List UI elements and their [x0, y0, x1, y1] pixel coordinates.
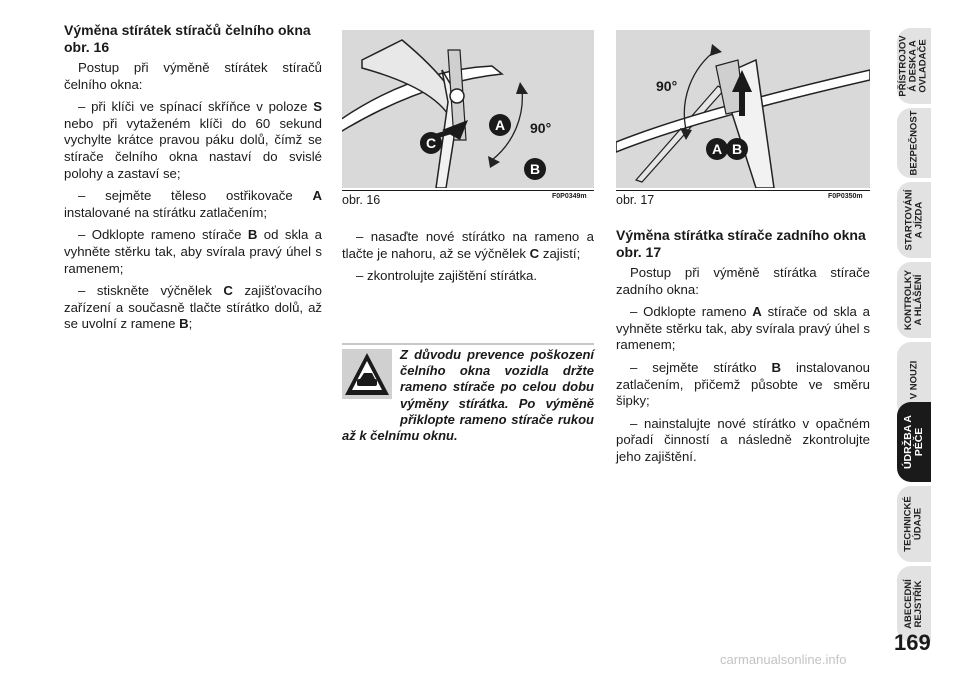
step-rear-1: – Odklopte rameno A stírače od skla a vyhněte stěrku tak, aby svírala pravý úhel s ramenem; [616, 304, 870, 353]
label-c-badge: C [420, 132, 442, 154]
page-number: 169 [894, 630, 931, 655]
step-front-2: – sejměte těleso ostřikovače A instalované na stírátku zatlačením; [64, 188, 322, 220]
step-front-3: – Odklopte rameno stírače B od skla a vyhněte stěrku tak, aby svírala pravý úhel s ramenem; [64, 227, 323, 276]
left-column [64, 22, 322, 339]
tab-bezpecnost[interactable]: BEZPEČNOST [897, 108, 931, 178]
step-rear-3: – nainstalujte nové stírátko v opačném pořadí činností a následně zkontrolujte jeho zajištění. [616, 415, 870, 464]
figure-16-code: F0P0349m [552, 193, 587, 200]
label-a-badge: A [489, 114, 511, 136]
step-rear-2: – sejměte stírátko B instalovanou zatlačením, přičemž působte ve směru šipky; [616, 359, 870, 409]
section-heading-front: Výměna stírátek stíračů čelního okna obr. 16 [64, 22, 311, 55]
wiper-blade-rear-drawing [616, 30, 870, 188]
step-front-5: – nasaďte nové stírátko na rameno a tlačte je nahoru, až se výčnělek C zajistí; [342, 229, 594, 261]
tab-udrzba-active[interactable]: ÚDRŽBA A PÉČE [897, 402, 931, 482]
angle-label: 90° [530, 120, 552, 136]
warning-text: Z důvodu prevence poškození čelního okna vozidla držte rameno stírače po celou dobu výměny stírátka. Po výměně přiklopte rameno stírače rukou až k čelnímu oknu. [342, 347, 594, 444]
warning-box [342, 343, 594, 444]
figure-16-illustration [342, 30, 594, 188]
warning-rule [342, 343, 594, 345]
middle-column [342, 229, 594, 291]
step-front-4: – stiskněte výčnělek C zajišťovacího zařízení a současně tlačte stírátko dolů, až se uvolní z ramene B; [64, 283, 322, 332]
tab-pristrojova-deska[interactable]: PŘÍSTROJOV Á DESKA A OVLADAČE [897, 28, 931, 104]
tab-kontrolky[interactable]: KONTROLKY A HLÁŠENÍ [897, 262, 931, 338]
figure-17-rule [616, 190, 870, 191]
watermark-footer: carmanualsonline.info [720, 652, 847, 667]
figure-17-illustration [616, 30, 870, 188]
warning-triangle-icon [342, 349, 392, 399]
label-b-badge: B [524, 158, 546, 180]
tab-technicke-udaje[interactable]: TECHNICKÉ ÚDAJE [897, 486, 931, 562]
wiper-blade-front-drawing [342, 30, 594, 188]
intro-rear: Postup při výměně stírátka stírače zadního okna: [616, 265, 870, 297]
tab-startovani[interactable]: STARTOVÁNÍ A JÍZDA [897, 182, 931, 258]
label-a-badge: A [706, 138, 728, 160]
tab-abecedni-rejstrik[interactable]: ABECEDNÍ REJSTŘÍK [897, 566, 931, 642]
figure-17-caption: obr. 17 [616, 193, 655, 207]
intro-front: Postup při výměně stírátek stíračů čelního okna: [64, 60, 322, 92]
step-front-6: – zkontrolujte zajištění stírátka. [356, 268, 538, 284]
right-column [616, 227, 870, 472]
label-b-badge: B [726, 138, 748, 160]
figure-16-caption: obr. 16 [342, 193, 381, 207]
figure-16-rule [342, 190, 594, 191]
figure-17-code: F0P0350m [828, 193, 863, 200]
tab-v-nouzi[interactable]: V NOUZI [897, 342, 931, 418]
section-heading-rear: Výměna stírátka stírače zadního okna obr. 17 [616, 227, 866, 260]
step-front-1: – při klíči ve spínací skříňce v poloze S nebo při vytaženém klíči do 60 sekund vychylte krátce pravou páku dolů, čímž se stírače čelního okna nastaví do svislé polohy a zastaví se; [64, 99, 322, 181]
angle-label: 90° [656, 78, 678, 94]
